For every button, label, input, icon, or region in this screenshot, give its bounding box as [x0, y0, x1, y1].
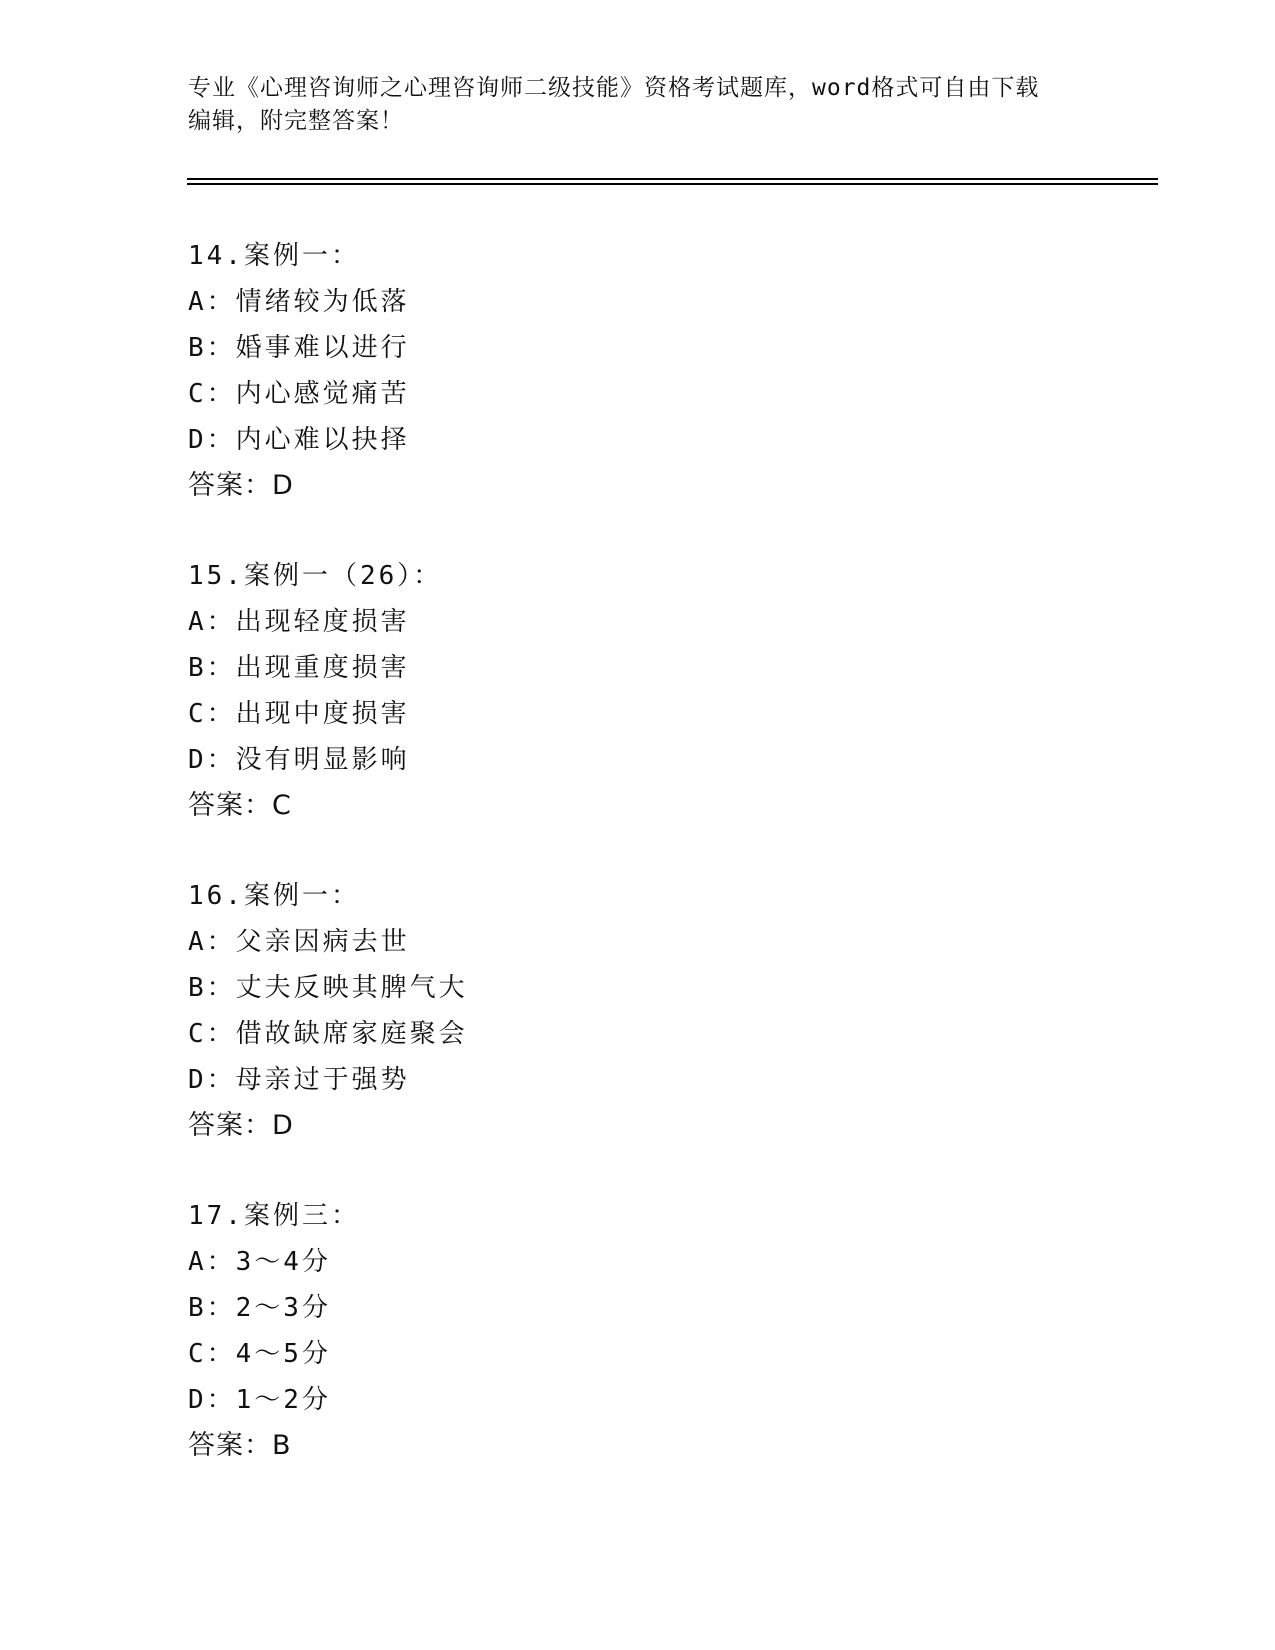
header-divider-bottom — [187, 183, 1158, 185]
question-17 — [188, 1193, 1088, 1469]
option-a: A：父亲因病去世 — [188, 927, 410, 957]
option-b: B：丈夫反映其脾气大 — [188, 973, 468, 1003]
answer-line: 答案：D — [188, 470, 294, 501]
question-stem: 17.案例三： — [188, 1201, 360, 1231]
option-a: A：3～4分 — [188, 1247, 331, 1277]
option-d: D：1～2分 — [188, 1385, 331, 1415]
question-stem: 15.案例一（26）： — [188, 561, 443, 591]
option-a: A：情绪较为低落 — [188, 287, 410, 317]
question-stem: 14.案例一： — [188, 241, 360, 271]
option-b: B：出现重度损害 — [188, 653, 410, 683]
header-divider-top — [187, 178, 1158, 180]
question-15 — [188, 553, 1088, 829]
answer-line: 答案：D — [188, 1110, 294, 1141]
question-14 — [188, 233, 1088, 509]
option-c: C：4～5分 — [188, 1339, 331, 1369]
option-d: D：母亲过于强势 — [188, 1065, 410, 1095]
option-b: B：2～3分 — [188, 1293, 331, 1323]
option-d: D：内心难以抉择 — [188, 425, 410, 455]
header-line-1: 专业《心理咨询师之心理咨询师二级技能》资格考试题库，word格式可自由下载 — [188, 75, 1040, 101]
answer-line: 答案：B — [188, 1430, 292, 1461]
option-a: A：出现轻度损害 — [188, 607, 410, 637]
question-stem: 16.案例一： — [188, 881, 360, 911]
option-c: C：借故缺席家庭聚会 — [188, 1019, 468, 1049]
option-c: C：内心感觉痛苦 — [188, 379, 410, 409]
option-d: D：没有明显影响 — [188, 745, 410, 775]
header-line-2: 编辑，附完整答案！ — [188, 108, 404, 134]
document-header — [188, 72, 1088, 138]
option-c: C：出现中度损害 — [188, 699, 410, 729]
option-b: B：婚事难以进行 — [188, 333, 410, 363]
question-16 — [188, 873, 1088, 1149]
answer-line: 答案：C — [188, 790, 292, 821]
